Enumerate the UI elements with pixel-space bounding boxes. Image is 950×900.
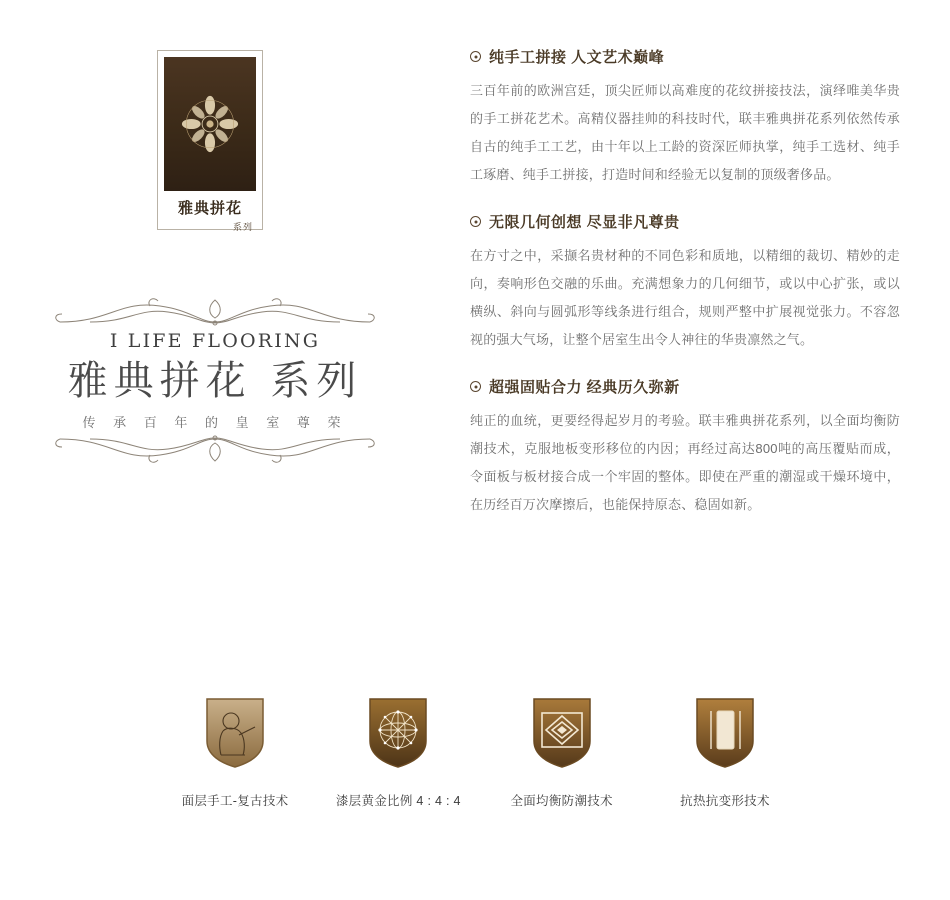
feature-section [470, 46, 900, 189]
brand-tagline: 传 承 百 年 的 皇 室 尊 荣 [82, 415, 348, 430]
feature-section-header [470, 46, 900, 67]
feature-section [470, 211, 900, 354]
badge-item [160, 697, 310, 809]
craftsman-portrait-icon [201, 697, 269, 769]
dot-circle-icon [470, 381, 481, 392]
badge-item [323, 697, 473, 809]
brand-english-name: I LIFE FLOORING [109, 330, 321, 352]
product-card-image [164, 57, 256, 191]
feature-title: 无限几何创想 尽显非凡尊贵 [489, 214, 680, 231]
feature-body: 在方寸之中，采撷名贵材种的不同色彩和质地，以精细的裁切、精妙的走向，奏响形色交融的乐曲。充满想象力的几何细节，或以中心扩张，或以横纵、斜向与圆弧形等线条进行组合，规则严整中扩展视觉张力。不容忽视的强大气场，让整个居室生出令人神往的华贵凛然之气。 [470, 248, 900, 347]
moisture-balance-diamond-icon [528, 697, 596, 769]
floral-medallion-icon [174, 88, 246, 160]
feature-section-header [470, 376, 900, 397]
feature-section [470, 376, 900, 519]
badge-label: 面层手工-复古技术 [181, 794, 289, 808]
technology-badges [160, 697, 800, 809]
ornamental-flourish-bottom-icon [50, 433, 380, 469]
badge-label: 漆层黄金比例 4 : 4 : 4 [335, 794, 461, 808]
ornamental-flourish-top-icon [50, 292, 380, 328]
badge-item [650, 697, 800, 809]
badge-label: 全面均衡防潮技术 [510, 794, 613, 808]
product-card-subtitle: 系列 [232, 222, 253, 232]
badge-item [487, 697, 637, 809]
product-card-title: 雅典拼花 [177, 199, 242, 217]
gold-ratio-sphere-icon [364, 697, 432, 769]
badge-label: 抗热抗变形技术 [680, 794, 770, 808]
brand-logo-block [30, 292, 400, 492]
feature-body: 三百年前的欧洲宫廷，顶尖匠师以高难度的花纹拼接技法，演绎唯美华贵的手工拼花艺术。高精仪器挂帅的科技时代，联丰雅典拼花系列依然传承自古的纯手工工艺，由十年以上工龄的资深匠师执掌，纯手工选材、纯手工琢磨、纯手工拼接，打造时间和经验无以复制的顶级奢侈品。 [470, 83, 900, 182]
heat-deformation-plank-icon [691, 697, 759, 769]
feature-title: 纯手工拼接 人文艺术巅峰 [489, 49, 665, 66]
dot-circle-icon [470, 216, 481, 227]
dot-circle-icon [470, 51, 481, 62]
product-card-caption [158, 197, 262, 233]
feature-body: 纯正的血统，更要经得起岁月的考验。联丰雅典拼花系列，以全面均衡防潮技术，克服地板变形移位的内因；再经过高达800吨的高压覆贴而成，令面板与板材接合成一个牢固的整体。即使在严重的潮湿或干燥环境中，在历经百万次摩擦后，也能保持原态、稳固如新。 [470, 413, 900, 512]
feature-section-header [470, 211, 900, 232]
feature-title: 超强固贴合力 经典历久弥新 [489, 379, 680, 396]
product-card [157, 50, 263, 230]
brand-chinese-name: 雅典拼花 系列 [67, 358, 363, 404]
content-column [470, 46, 900, 541]
